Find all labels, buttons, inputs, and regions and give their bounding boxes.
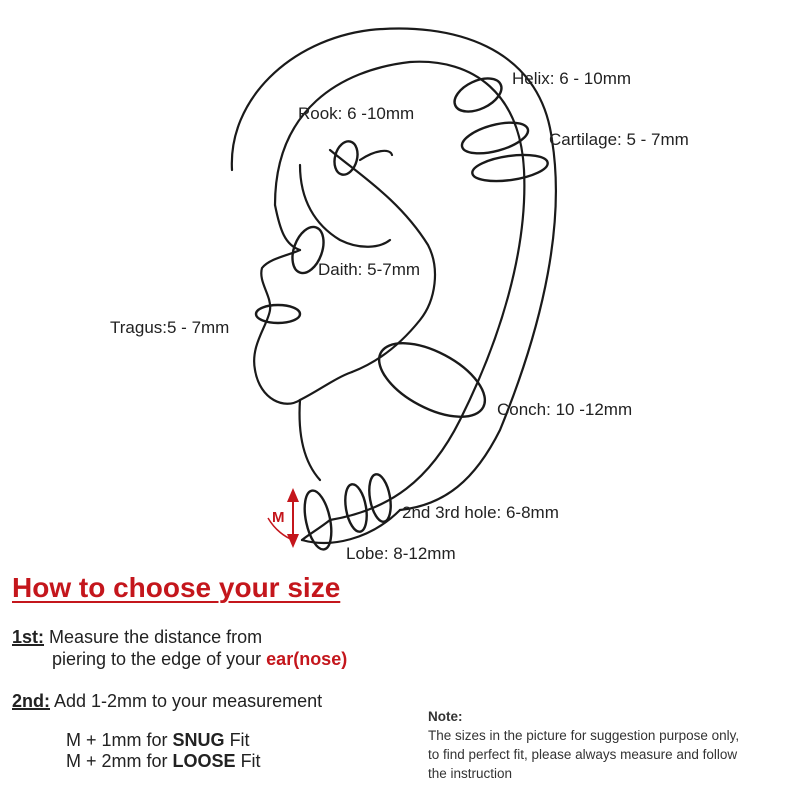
step-one-text-continued — [12, 648, 347, 670]
measurement-marker — [268, 488, 299, 548]
step-two-text: Add 1-2mm to your measurement — [54, 691, 323, 711]
snug-fit-prefix: M + 1mm for — [66, 730, 168, 750]
measure-label: M — [272, 509, 285, 526]
step-one — [12, 626, 347, 670]
loose-fit-line — [66, 750, 261, 772]
rook-label: Rook: 6 -10mm — [298, 104, 415, 123]
step-one-text: Measure the distance from — [49, 627, 263, 647]
note-line-2: to find perfect fit, please always measure and follow — [428, 747, 738, 762]
note-box — [428, 707, 798, 783]
loose-fit-prefix: M + 2mm for — [66, 751, 168, 771]
snug-fit-line — [66, 729, 250, 751]
snug-fit-keyword: SNUG — [172, 730, 225, 750]
cartilage-ring-lower — [471, 151, 550, 185]
tragus-ring — [256, 305, 300, 323]
step-one-number: 1st: — [12, 627, 45, 647]
step-one-highlight: ear(nose) — [266, 649, 348, 669]
step-two-number: 2nd: — [12, 691, 50, 711]
step-two — [12, 690, 322, 712]
loose-fit-keyword: LOOSE — [172, 751, 236, 771]
guide-title: How to choose your size — [12, 572, 341, 603]
loose-fit-suffix: Fit — [240, 751, 261, 771]
helix-label: Helix: 6 - 10mm — [512, 69, 632, 88]
second-third-hole-label: 2nd 3rd hole: 6-8mm — [402, 503, 559, 522]
lobe-label: Lobe: 8-12mm — [346, 544, 456, 560]
second-hole-ring — [342, 483, 370, 534]
helix-ring — [449, 72, 506, 119]
tragus-label: Tragus:5 - 7mm — [110, 318, 230, 337]
third-hole-ring — [366, 473, 394, 524]
conch-label: Conch: 10 -12mm — [497, 400, 633, 419]
conch-ring — [368, 328, 497, 432]
note-line-1: The sizes in the picture for suggestion purpose only, — [428, 728, 740, 743]
piercing-rings — [256, 72, 549, 552]
cartilage-label: Cartilage: 5 - 7mm — [549, 130, 689, 149]
note-line-3: the instruction — [428, 766, 513, 781]
note-title: Note: — [428, 709, 463, 724]
snug-fit-suffix: Fit — [229, 730, 250, 750]
daith-label: Daith: 5-7mm — [318, 260, 421, 279]
step-one-text-line2: piering to the edge of your — [52, 649, 262, 669]
